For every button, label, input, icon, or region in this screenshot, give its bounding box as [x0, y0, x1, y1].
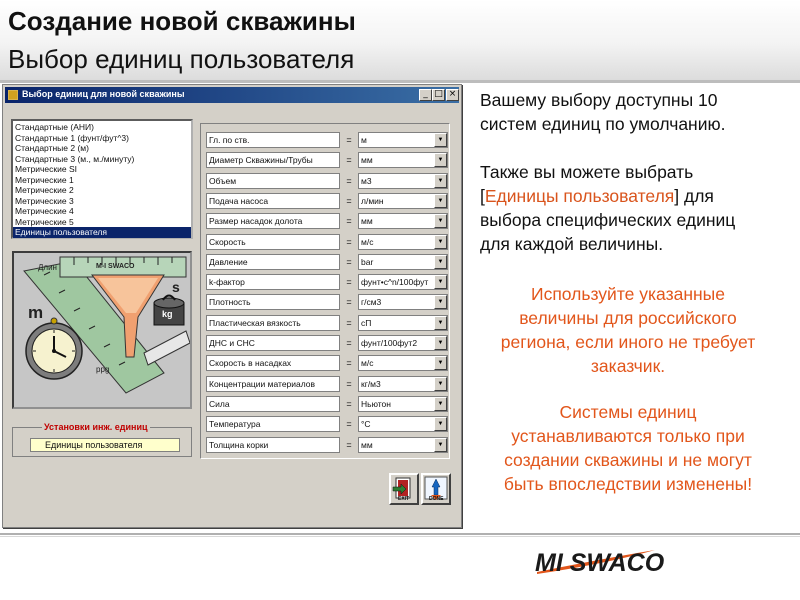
- parameter-label: Плотность: [206, 294, 340, 310]
- dropdown-arrow-icon[interactable]: ▼: [434, 194, 447, 208]
- parameter-label: Давление: [206, 254, 340, 270]
- equals-sign: =: [346, 277, 352, 288]
- unit-select[interactable]: [358, 294, 448, 310]
- unit-system-item[interactable]: Стандартные 1 (фунт/фут^3): [15, 132, 129, 143]
- unit-select-value: м/с: [361, 358, 374, 369]
- parameter-label: Диаметр Скважины/Трубы: [206, 152, 340, 168]
- unit-system-item[interactable]: Стандартные 3 (м., м./минуту): [15, 153, 135, 164]
- parameter-row: [206, 376, 448, 392]
- parameter-row: [206, 173, 448, 189]
- unit-select[interactable]: [358, 193, 448, 209]
- ppg-label: ppg: [96, 365, 110, 374]
- dropdown-arrow-icon[interactable]: ▼: [434, 417, 447, 431]
- dropdown-arrow-icon[interactable]: ▼: [434, 153, 447, 167]
- unit-select[interactable]: [358, 152, 448, 168]
- description-line: систем единиц по умолчанию.: [480, 114, 726, 134]
- unit-select-value: °C: [361, 419, 371, 430]
- exit-caption: EXIT: [398, 496, 410, 502]
- parameter-row: [206, 437, 448, 453]
- parameter-row: [206, 416, 448, 432]
- unit-select-value: мм: [361, 155, 373, 166]
- parameter-label: Концентрации материалов: [206, 376, 340, 392]
- parameter-row: [206, 234, 448, 250]
- window-titlebar[interactable]: [5, 87, 459, 103]
- units-illustration: [12, 251, 192, 409]
- close-button[interactable]: ×: [446, 89, 459, 101]
- equals-sign: =: [346, 378, 352, 389]
- unit-system-item[interactable]: Метрические SI: [15, 164, 77, 174]
- svg-text:MI SWACO: MI SWACO: [535, 549, 665, 576]
- parameter-label: Скорость: [206, 234, 340, 250]
- parameter-row: [206, 315, 448, 331]
- unit-select-value: м3: [361, 175, 372, 186]
- unit-settings-group: [12, 422, 192, 457]
- equals-sign: =: [346, 439, 352, 450]
- unit-settings-title: Установки инж. единиц: [44, 422, 148, 432]
- unit-select[interactable]: [358, 315, 448, 331]
- dropdown-arrow-icon[interactable]: ▼: [434, 356, 447, 370]
- unit-select[interactable]: [358, 173, 448, 189]
- parameter-row: [206, 152, 448, 168]
- unit-system-item[interactable]: Стандартные 2 (м): [15, 143, 89, 153]
- parameter-label: Размер насадок долота: [206, 213, 340, 229]
- equals-sign: =: [346, 236, 352, 247]
- parameter-row: [206, 274, 448, 290]
- maximize-button[interactable]: □: [432, 89, 445, 101]
- dropdown-arrow-icon[interactable]: ▼: [434, 275, 447, 289]
- equals-sign: =: [346, 135, 352, 145]
- unit-select[interactable]: [358, 396, 448, 412]
- dropdown-arrow-icon[interactable]: ▼: [434, 438, 447, 452]
- mi-swaco-logo: [535, 546, 740, 576]
- unit-system-item[interactable]: Метрические 1: [15, 174, 74, 185]
- parameter-row: [206, 193, 448, 209]
- parameter-row: [206, 335, 448, 351]
- unit-select[interactable]: [358, 416, 448, 432]
- immutable-systems-note: Системы единиц устанавливаются только при создании скважины и не могут быть впоследствии изменены!: [503, 402, 753, 494]
- unit-select[interactable]: [358, 355, 448, 371]
- equals-sign: =: [346, 338, 352, 348]
- description-line: для каждой величины.: [480, 234, 664, 254]
- unit-select-value: м/с: [361, 236, 374, 247]
- dropdown-arrow-icon[interactable]: ▼: [434, 295, 447, 309]
- equals-sign: =: [346, 317, 352, 328]
- parameter-label: Скорость в насадках: [206, 355, 340, 371]
- unit-select-value: кг/м3: [361, 378, 381, 389]
- unit-select[interactable]: [358, 213, 448, 229]
- description-line: Вашему выбору доступны 10: [480, 90, 718, 110]
- parameter-row: [206, 355, 448, 371]
- unit-select-value: сП: [361, 317, 372, 328]
- unit-select-value: фунт•с^n/100фут: [361, 277, 429, 288]
- dropdown-arrow-icon[interactable]: ▼: [434, 377, 447, 391]
- parameter-label: Температура: [206, 416, 340, 432]
- unit-select[interactable]: [358, 376, 448, 392]
- unit-select-value: фунт/100фут2: [361, 338, 418, 348]
- exit-button[interactable]: [389, 473, 419, 505]
- parameter-row: [206, 213, 448, 229]
- unit-select-value: л/мин: [361, 195, 384, 206]
- unit-select[interactable]: [358, 254, 448, 270]
- unit-select[interactable]: [358, 437, 448, 453]
- dropdown-arrow-icon[interactable]: ▼: [434, 133, 447, 147]
- unit-select-value: мм: [361, 216, 373, 227]
- footer-divider-light: [0, 536, 800, 537]
- parameter-row: [206, 396, 448, 412]
- dropdown-arrow-icon[interactable]: ▼: [434, 174, 447, 188]
- meter-label: m: [28, 303, 44, 322]
- slide-title: Создание новой скважины: [8, 6, 356, 36]
- parameters-panel: [200, 123, 450, 459]
- kg-label: kg: [162, 309, 173, 319]
- length-label: Длин: [38, 263, 57, 272]
- second-label: s: [172, 279, 180, 295]
- equals-sign: =: [346, 419, 352, 430]
- equals-sign: =: [346, 216, 352, 227]
- unit-systems-list[interactable]: [11, 119, 193, 239]
- unit-system-item[interactable]: Стандартные (АНИ): [15, 122, 94, 132]
- unit-select[interactable]: [358, 234, 448, 250]
- unit-system-item[interactable]: Метрические 4: [15, 206, 74, 216]
- dropdown-arrow-icon[interactable]: ▼: [434, 235, 447, 249]
- done-button[interactable]: [421, 473, 451, 505]
- dropdown-arrow-icon[interactable]: ▼: [434, 397, 447, 411]
- slide-subtitle: Выбор единиц пользователя: [8, 44, 355, 74]
- unit-system-item[interactable]: Метрические 5: [15, 216, 74, 227]
- app-icon: [8, 90, 18, 100]
- description-line: выбора специфических единиц: [480, 210, 736, 230]
- window-title: Выбор единиц для новой скважины: [22, 89, 185, 99]
- brand-label: M-I SWACO: [96, 263, 135, 270]
- equals-sign: =: [346, 297, 352, 308]
- unit-system-item[interactable]: Единицы пользователя: [13, 227, 191, 238]
- units-window: [2, 84, 462, 528]
- equals-sign: =: [346, 155, 352, 166]
- unit-system-item[interactable]: Метрические 2: [15, 185, 74, 195]
- minimize-button[interactable]: _: [419, 89, 432, 101]
- user-units-accent: Единицы пользователя: [484, 186, 675, 206]
- description-line: Также вы можете выбрать: [480, 162, 694, 182]
- dropdown-arrow-icon[interactable]: ▼: [434, 255, 447, 269]
- dropdown-arrow-icon[interactable]: ▼: [434, 214, 447, 228]
- unit-settings-value: Единицы пользователя: [30, 438, 180, 452]
- unit-select-value: bar: [361, 256, 374, 267]
- dropdown-arrow-icon[interactable]: ▼: [434, 336, 447, 350]
- parameter-label: Пластическая вязкость: [206, 315, 340, 331]
- parameter-label: Подача насоса: [206, 193, 340, 209]
- description-line-with-accent: [Единицы пользователя] для: [480, 186, 714, 206]
- dropdown-arrow-icon[interactable]: ▼: [434, 316, 447, 330]
- parameter-row: [206, 254, 448, 270]
- unit-select-value: г/см3: [361, 297, 382, 308]
- equals-sign: =: [346, 195, 352, 206]
- unit-select[interactable]: [358, 335, 448, 351]
- slide-header: [0, 0, 800, 80]
- done-caption: DONE: [429, 496, 444, 502]
- description-text: [480, 88, 780, 256]
- unit-select[interactable]: [358, 274, 448, 290]
- equals-sign: =: [346, 175, 352, 186]
- unit-select-value: м: [361, 135, 367, 145]
- parameter-label: Толщина корки: [206, 437, 340, 453]
- parameter-label: k-фактор: [206, 274, 340, 290]
- parameter-label: Гл. по ств.: [206, 132, 340, 148]
- unit-select-value: мм: [361, 439, 373, 450]
- equals-sign: =: [346, 358, 352, 369]
- parameter-row: [206, 294, 448, 310]
- parameter-label: ДНС и СНС: [206, 335, 340, 351]
- russian-region-note: Используйте указанные величины для российского региона, если иного не требует заказчик.: [500, 284, 756, 376]
- parameter-label: Сила: [206, 396, 340, 412]
- parameter-row: [206, 132, 448, 148]
- equals-sign: =: [346, 256, 352, 267]
- parameter-label: Объем: [206, 173, 340, 189]
- footer-divider: [0, 533, 800, 535]
- unit-select-value: Ньютон: [361, 398, 391, 409]
- unit-system-item[interactable]: Метрические 3: [15, 195, 74, 206]
- unit-select[interactable]: [358, 132, 448, 148]
- equals-sign: =: [346, 398, 352, 409]
- header-divider: [0, 80, 800, 83]
